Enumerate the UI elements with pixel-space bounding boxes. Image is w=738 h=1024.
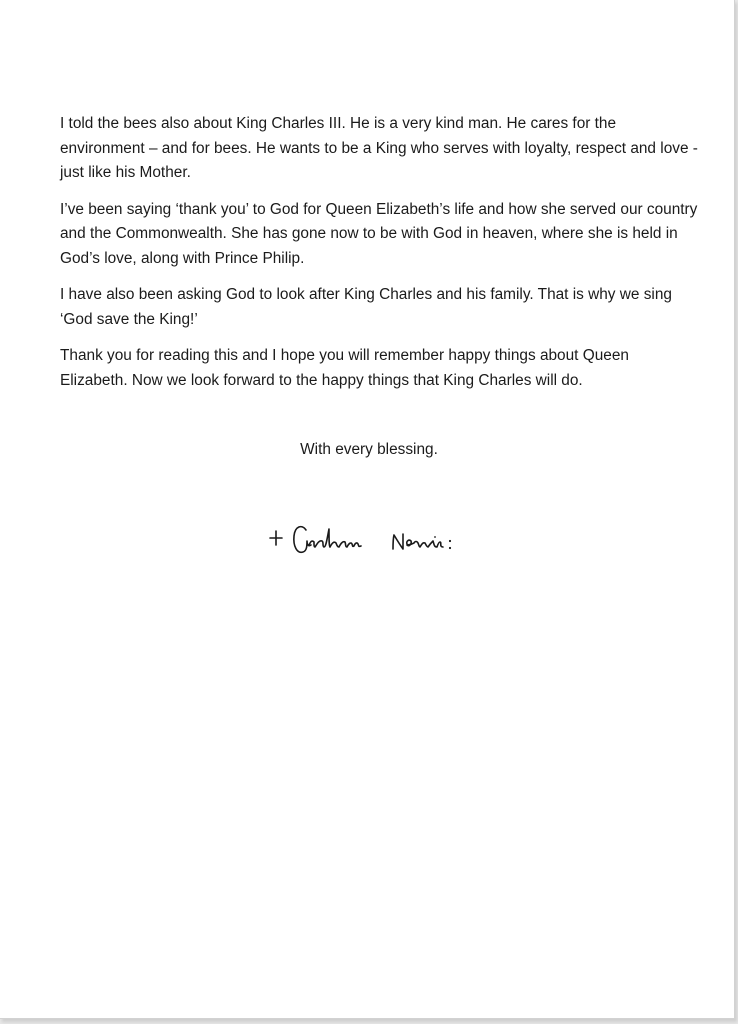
- closing-blessing: With every blessing.: [300, 441, 438, 458]
- paragraph-god-save-the-king: I have also been asking God to look after King Charles and his family. That is why we sing ‘God save the King!’: [60, 286, 672, 328]
- letter-body: [60, 112, 700, 405]
- paragraph-king-charles: I told the bees also about King Charles III. He is a very kind man. He cares for the environment – and for bees. He wants to be a King who serves with loyalty, respect and love - just like his Mother.: [60, 115, 698, 181]
- paragraph-thank-you: I’ve been saying ‘thank you’ to God for Queen Elizabeth’s life and how she served our country and the Commonwealth. She has gone now to be with God in heaven, where she is held in God’s love, along with Prince Philip.: [60, 200, 698, 267]
- signature-drawing: [262, 514, 482, 574]
- handwritten-signature: [262, 514, 482, 574]
- paragraph-closing-thoughts: Thank you for reading this and I hope you will remember happy things about Queen Elizabeth. Now we look forward to the happy things that King Charles will do.: [60, 347, 629, 389]
